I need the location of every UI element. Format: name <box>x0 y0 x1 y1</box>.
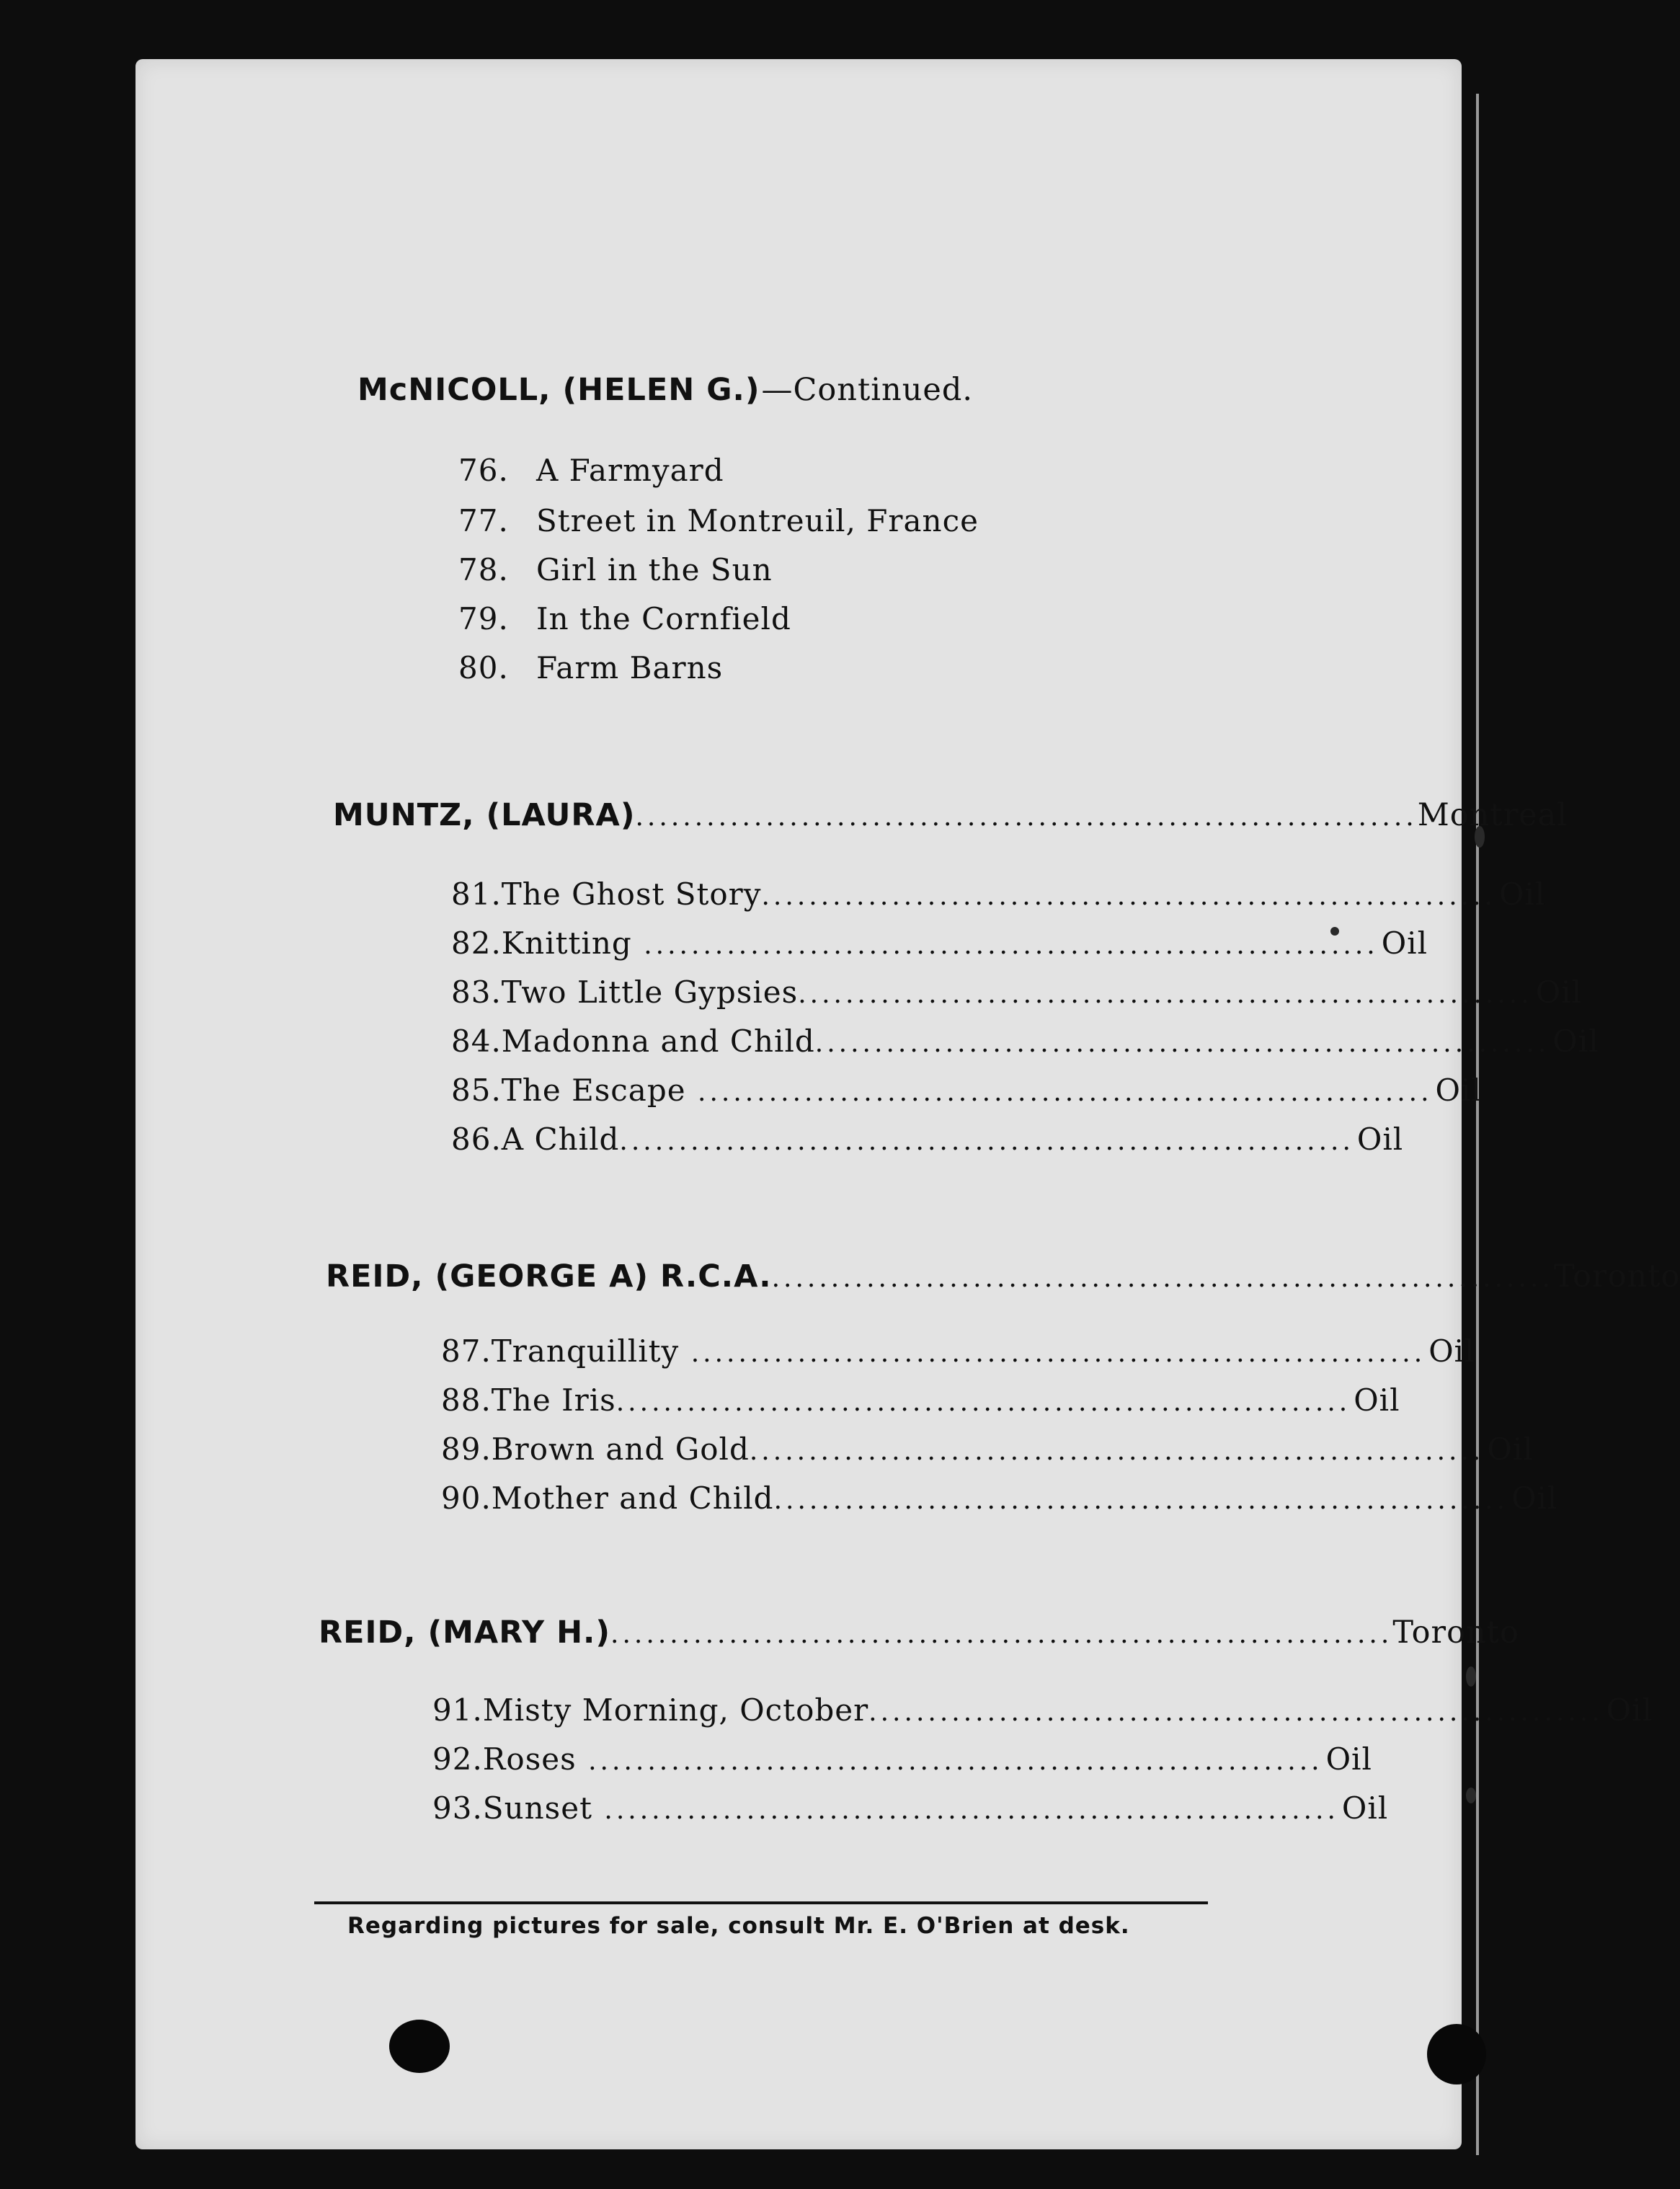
work-medium: Oil <box>1341 1790 1389 1826</box>
work-number: 92. <box>432 1741 483 1777</box>
work-number: 79. <box>458 601 509 636</box>
work-row <box>451 925 1428 961</box>
continued-note: —Continued. <box>761 372 974 408</box>
artist-name: REID, (MARY H.) <box>319 1615 611 1651</box>
work-row <box>458 453 1107 488</box>
work-title: The Escape <box>501 1073 686 1108</box>
work-medium: Oil <box>1498 876 1546 912</box>
artist-heading-reid-mary <box>319 1615 1519 1651</box>
work-medium: Oil <box>1511 1480 1558 1516</box>
leader-dots: .............................................................. <box>798 980 1533 1009</box>
leader-dots: .................................................................. <box>771 1264 1554 1293</box>
punch-hole-right <box>1427 2024 1486 2084</box>
work-number: 87. <box>441 1333 492 1369</box>
work-medium: Oil <box>1606 1692 1653 1728</box>
page-edge-line <box>1476 94 1479 2155</box>
work-number: 82. <box>451 925 502 961</box>
work-row <box>441 1382 1400 1418</box>
work-row <box>441 1431 1534 1467</box>
work-row <box>451 1024 1599 1059</box>
work-medium: Oil <box>1325 1741 1372 1777</box>
work-title: Tranquillity <box>491 1333 680 1369</box>
work-medium: Oil <box>1535 974 1582 1010</box>
work-number: 93. <box>432 1790 483 1826</box>
work-title: Roses <box>482 1741 577 1777</box>
artist-location: Toronto <box>1392 1615 1519 1651</box>
work-medium: Oil <box>1552 1024 1599 1059</box>
footer-rule <box>314 1901 1208 1904</box>
artist-heading-mcnicoll <box>357 372 973 408</box>
work-title: Knitting <box>501 925 632 961</box>
work-row <box>458 650 1107 685</box>
leader-dots: .............................................................. <box>868 1697 1604 1727</box>
work-medium: Oil <box>1428 1333 1475 1369</box>
leader-dots: .................................................................. <box>635 802 1418 832</box>
work-number: 88. <box>441 1382 492 1418</box>
artist-name: REID, (GEORGE A) R.C.A. <box>326 1258 772 1295</box>
work-row <box>458 601 1107 636</box>
artist-location: Montreal <box>1417 797 1568 833</box>
artist-heading-reid-george <box>326 1258 1680 1295</box>
work-title: Mother and Child <box>491 1480 774 1516</box>
leader-dots: .............................................................. <box>615 1387 1351 1417</box>
work-medium: Oil <box>1487 1431 1534 1467</box>
work-number: 86. <box>451 1122 502 1157</box>
speck <box>1466 1666 1476 1687</box>
work-title: Brown and Gold <box>491 1431 750 1467</box>
work-title: Two Little Gypsies <box>501 974 799 1010</box>
work-row <box>432 1692 1653 1728</box>
leader-dots: .............................................................. <box>773 1486 1509 1515</box>
work-row <box>441 1333 1475 1369</box>
work-medium: Oil <box>1381 925 1428 961</box>
work-row <box>432 1790 1389 1826</box>
work-row <box>451 1122 1404 1157</box>
leader-dots: .................................................................. <box>610 1620 1393 1649</box>
work-title: A Child <box>501 1122 620 1157</box>
work-number: 77. <box>458 503 509 538</box>
work-number: 84. <box>451 1024 502 1059</box>
speck <box>1466 1788 1476 1803</box>
work-title: Misty Morning, October <box>482 1692 869 1728</box>
work-medium: Oil <box>1356 1122 1404 1157</box>
work-title: Street in Montreuil, France <box>536 503 979 538</box>
leader-dots: .............................................................. <box>631 931 1379 960</box>
work-number: 89. <box>441 1431 492 1467</box>
work-title: The Ghost Story <box>501 876 762 912</box>
artist-name: McNICOLL, (HELEN G.) <box>357 372 760 408</box>
work-title: Sunset <box>482 1790 592 1826</box>
work-title: Farm Barns <box>536 650 724 685</box>
leader-dots: .............................................................. <box>749 1437 1485 1466</box>
work-row <box>451 974 1582 1010</box>
work-title: Girl in the Sun <box>536 552 773 587</box>
work-row <box>451 876 1546 912</box>
work-row <box>458 503 1107 538</box>
footer-note: Regarding pictures for sale, consult Mr. E. O'Brien at desk. <box>347 1913 1130 1939</box>
leader-dots: .............................................................. <box>576 1746 1323 1776</box>
work-number: 80. <box>458 650 509 685</box>
work-title: In the Cornfield <box>536 601 791 636</box>
leader-dots: .............................................................. <box>679 1338 1426 1368</box>
leader-dots: .............................................................. <box>619 1127 1354 1156</box>
work-medium: Oil <box>1435 1073 1482 1108</box>
work-number: 78. <box>458 552 509 587</box>
artist-heading-muntz <box>333 797 1568 833</box>
artist-name: MUNTZ, (LAURA) <box>333 797 636 833</box>
leader-dots: .............................................................. <box>761 882 1496 911</box>
work-number: 81. <box>451 876 502 912</box>
leader-dots: .............................................................. <box>592 1795 1339 1825</box>
leader-dots: .............................................................. <box>685 1078 1433 1107</box>
work-row <box>441 1480 1558 1516</box>
work-number: 83. <box>451 974 502 1010</box>
work-medium: Oil <box>1354 1382 1400 1418</box>
work-title: The Iris <box>491 1382 616 1418</box>
work-title: Madonna and Child <box>501 1024 815 1059</box>
work-row <box>451 1073 1482 1108</box>
work-row <box>432 1741 1372 1777</box>
punch-hole-left <box>389 2020 450 2073</box>
leader-dots: .............................................................. <box>814 1029 1550 1058</box>
work-number: 85. <box>451 1073 502 1108</box>
artist-location: Toronto <box>1553 1258 1680 1295</box>
work-number: 76. <box>458 453 509 488</box>
work-title: A Farmyard <box>536 453 724 488</box>
work-row <box>458 552 1107 587</box>
work-number: 91. <box>432 1692 483 1728</box>
work-number: 90. <box>441 1480 492 1516</box>
